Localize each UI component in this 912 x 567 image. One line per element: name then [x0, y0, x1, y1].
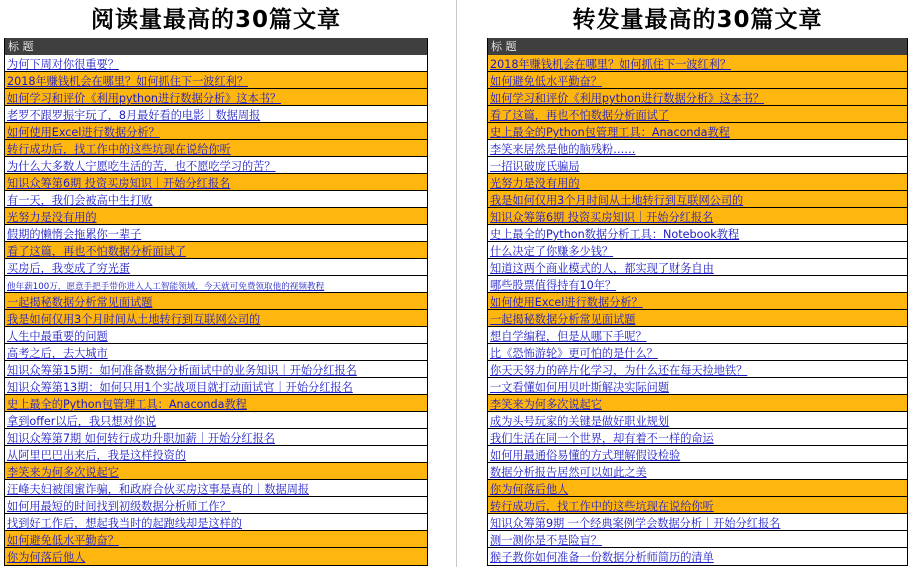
article-link[interactable]: 一起揭秘数据分析常见面试题: [7, 296, 153, 309]
article-link[interactable]: 知识众筹第13期：如何只用1个实战项目就打动面试官｜开始分红报名: [7, 381, 353, 394]
table-row: [5, 157, 427, 174]
article-link[interactable]: 转行成功后，找工作中的这些坑现在说给你听: [7, 143, 231, 156]
article-link[interactable]: 找到好工作后，想起我当时的起跑线却是这样的: [7, 517, 242, 530]
article-link[interactable]: 汪峰夫妇被闺蜜诈骗，和政府合伙买房这事是真的｜数据周报: [7, 483, 310, 496]
table-row: [5, 310, 427, 327]
table-row: [5, 140, 427, 157]
article-link[interactable]: 成为头号玩家的关键是做好职业规划: [490, 415, 670, 428]
table-row: [488, 89, 907, 106]
most-shared-header: 标 题: [488, 38, 907, 55]
article-link[interactable]: 我们生活在同一个世界，却有着不一样的命运: [490, 432, 714, 445]
table-row: [488, 276, 907, 293]
table-row: [488, 72, 907, 89]
table-row: [488, 344, 907, 361]
article-link[interactable]: 如何用最短的时间找到初级数据分析师工作？: [7, 500, 231, 513]
article-link[interactable]: 转行成功后，找工作中的这些坑现在说给你听: [490, 500, 714, 513]
article-link[interactable]: 知识众筹第7期 如何转行成功升职加薪｜开始分红报名: [7, 432, 275, 445]
table-row: [488, 310, 907, 327]
table-row: [488, 225, 907, 242]
table-row: [488, 446, 907, 463]
article-link[interactable]: 你为何落后他人: [490, 483, 569, 496]
table-row: [5, 174, 427, 191]
table-row: [488, 293, 907, 310]
table-row: [5, 361, 427, 378]
table-row: [5, 480, 427, 497]
article-link[interactable]: 如何避免低水平勤奋？: [7, 534, 119, 547]
table-row: [5, 497, 427, 514]
article-link[interactable]: 知识众筹第6期 投资买房知识｜开始分红报名: [7, 177, 231, 190]
table-row: [488, 174, 907, 191]
table-row: [5, 242, 427, 259]
article-link[interactable]: 一文看懂如何用贝叶斯解决实际问题: [490, 381, 670, 394]
article-link[interactable]: 看了这篇，再也不怕数据分析面试了: [7, 245, 187, 258]
table-row: [488, 106, 907, 123]
table-row: [5, 463, 427, 480]
article-link[interactable]: 测一测你是不是险盲？: [490, 534, 602, 547]
table-row: [488, 497, 907, 514]
table-row: [5, 106, 427, 123]
article-link[interactable]: 2018年赚钱机会在哪里？如何抓住下一波红利？: [7, 75, 249, 88]
article-link[interactable]: 一起揭秘数据分析常见面试题: [490, 313, 636, 326]
table-row: [488, 327, 907, 344]
article-link[interactable]: 李笑来为何多次说起它: [490, 398, 602, 411]
article-link[interactable]: 光努力是没有用的: [490, 177, 580, 190]
article-link[interactable]: 什么决定了你赚多少钱？: [490, 245, 614, 258]
table-row: [488, 55, 907, 72]
table-row: [5, 344, 427, 361]
article-link[interactable]: 如何学习和评价《利用python进行数据分析》这本书？: [490, 92, 765, 105]
article-link[interactable]: 史上最全的Python包管理工具：Anaconda教程: [7, 398, 247, 411]
table-row: [5, 55, 427, 72]
article-link[interactable]: 如何使用Excel进行数据分析？: [490, 296, 643, 309]
article-link[interactable]: 李笑来居然是他的脑残粉……: [490, 143, 636, 156]
article-link[interactable]: 为何下周对你很重要？: [7, 58, 119, 71]
table-row: [5, 89, 427, 106]
most-read-header: 标 题: [5, 38, 427, 55]
article-link[interactable]: 如何避免低水平勤奋？: [490, 75, 602, 88]
table-row: [488, 191, 907, 208]
column-divider: [456, 0, 457, 567]
table-row: [488, 123, 907, 140]
table-row: [5, 259, 427, 276]
article-link[interactable]: 假期的懒惰会拖累你一辈子: [7, 228, 142, 241]
table-row: [5, 208, 427, 225]
table-row: [488, 531, 907, 548]
table-row: [488, 412, 907, 429]
article-link[interactable]: 一招识破庞氏骗局: [490, 160, 580, 173]
article-link[interactable]: 看了这篇，再也不怕数据分析面试了: [490, 109, 670, 122]
table-row: [488, 395, 907, 412]
article-link[interactable]: 光努力是没有用的: [7, 211, 97, 224]
article-link[interactable]: 想自学编程，但是从哪下手呢？: [490, 330, 647, 343]
table-row: [5, 531, 427, 548]
most-read-panel: [4, 0, 428, 566]
table-row: [5, 514, 427, 531]
article-link[interactable]: 如何使用Excel进行数据分析？: [7, 126, 160, 139]
article-link[interactable]: 知识众筹第6期 投资买房知识｜开始分红报名: [490, 211, 714, 224]
article-link[interactable]: 他年薪100万，愿意手把手带你进入人工智能领域，今天就可免费领取他的视频教程: [7, 282, 325, 292]
table-row: [488, 463, 907, 480]
table-row: [488, 157, 907, 174]
table-row: [5, 446, 427, 463]
most-shared-panel: [487, 0, 908, 566]
table-row: [488, 140, 907, 157]
table-row: [5, 395, 427, 412]
article-link[interactable]: 人生中最重要的问题: [7, 330, 108, 343]
table-row: [488, 242, 907, 259]
article-link[interactable]: 如何用最通俗易懂的方式理解假设检验: [490, 449, 681, 462]
article-link[interactable]: 高考之后，去大城市: [7, 347, 108, 360]
table-row: [5, 191, 427, 208]
table-row: [5, 72, 427, 89]
article-link[interactable]: 老罗不跟罗振宇玩了，8月最好看的电影｜数据周报: [7, 109, 261, 122]
table-row: [488, 259, 907, 276]
table-row: [5, 293, 427, 310]
table-row: [5, 327, 427, 344]
table-row: [488, 548, 907, 565]
table-row: [5, 123, 427, 140]
most-shared-rows: [488, 55, 907, 565]
article-link[interactable]: 你为何落后他人: [7, 551, 86, 564]
article-link[interactable]: 数据分析报告居然可以如此之美: [490, 466, 647, 479]
article-link[interactable]: 知道这两个商业模式的人，都实现了财务自由: [490, 262, 714, 275]
most-shared-table: [487, 38, 908, 566]
most-read-rows: [5, 55, 427, 565]
table-row: [5, 225, 427, 242]
article-link[interactable]: 如何学习和评价《利用python进行数据分析》这本书？: [7, 92, 282, 105]
article-link[interactable]: 我是如何仅用3个月时间从土地转行到互联网公司的: [7, 313, 261, 326]
table-row: [5, 429, 427, 446]
table-row: [488, 361, 907, 378]
table-row: [488, 514, 907, 531]
table-row: [488, 429, 907, 446]
article-link[interactable]: 有一天，我们会被高中生打败: [7, 194, 153, 207]
most-shared-title: 转发量最高的30篇文章: [572, 7, 823, 33]
table-row: [5, 412, 427, 429]
article-link[interactable]: 比《恐怖游轮》更可怕的是什么？: [490, 347, 658, 360]
table-row: [5, 378, 427, 395]
article-link[interactable]: 你天天努力的碎片化学习，为什么还在每天捡地铁？: [490, 364, 748, 377]
table-row: [488, 378, 907, 395]
article-link[interactable]: 李笑来为何多次说起它: [7, 466, 119, 479]
table-row: [5, 276, 427, 293]
table-row: [5, 548, 427, 565]
article-link[interactable]: 史上最全的Python数据分析工具：Notebook教程: [490, 228, 740, 241]
article-link[interactable]: 史上最全的Python包管理工具：Anaconda教程: [490, 126, 730, 139]
article-link[interactable]: 拿到offer以后，我只想对你说: [7, 415, 157, 428]
article-link[interactable]: 猴子教你如何准备一份数据分析师简历的清单: [490, 551, 714, 564]
article-link[interactable]: 知识众筹第15期：如何准备数据分析面试中的业务知识｜开始分红报名: [7, 364, 357, 377]
article-link[interactable]: 为什么大多数人宁愿吃生活的苦，也不愿吃学习的苦？: [7, 160, 276, 173]
article-link[interactable]: 2018年赚钱机会在哪里？如何抓住下一波红利？: [490, 58, 732, 71]
table-row: [488, 480, 907, 497]
table-row: [488, 208, 907, 225]
article-link[interactable]: 我是如何仅用3个月时间从土地转行到互联网公司的: [490, 194, 744, 207]
article-link[interactable]: 买房后，我变成了穷光蛋: [7, 262, 131, 275]
article-link[interactable]: 知识众筹第9期 一个经典案例学会数据分析｜开始分红报名: [490, 517, 781, 530]
article-link[interactable]: 哪些股票值得持有10年？: [490, 279, 617, 292]
most-read-title: 阅读量最高的30篇文章: [90, 7, 341, 33]
most-read-table: [4, 38, 428, 566]
article-link[interactable]: 从阿里巴巴出来后，我是这样投资的: [7, 449, 187, 462]
